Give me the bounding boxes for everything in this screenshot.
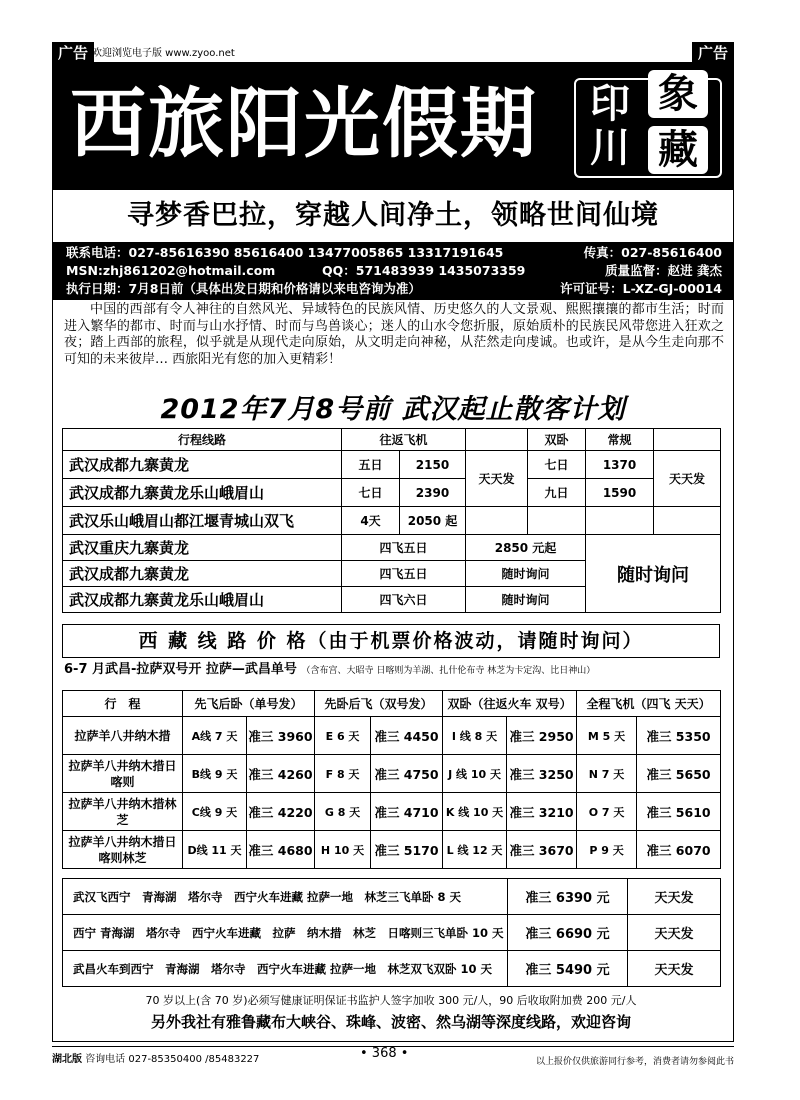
tibet-section-title: 西 藏 线 路 价 格（由于机票价格波动，请随时询问） <box>62 624 720 658</box>
page-number: • 368 • <box>360 1046 409 1061</box>
table-row: 武汉成都九寨黄龙乐山峨眉山 七日 2390 九日 1590 <box>63 479 721 507</box>
logo-char: 印 <box>590 81 630 127</box>
table-row: 武汉乐山峨眉山都江堰青城山双飞 4天 2050 起 <box>63 507 721 535</box>
header-route: 行程线路 <box>63 429 342 451</box>
license-number: 许可证号：L-XZ-GJ-00014 <box>560 281 722 296</box>
table-row: 武汉成都九寨黄龙 四飞五日 随时询问 <box>63 561 721 587</box>
header-regular: 常规 <box>586 429 654 451</box>
contact-qq: QQ：571483939 1435073359 <box>322 263 526 278</box>
deep-route-note: 另外我社有雅鲁藏布大峡谷、珠峰、波密、然乌湖等深度线路，欢迎咨询 <box>150 1013 631 1031</box>
table-row: 武汉成都九寨黄龙 五日 2150 天天发 七日 1370 天天发 <box>63 451 721 479</box>
tibet-subtitle: 6-7 月武昌-拉萨双号开 拉萨—武昌单号 （含布宫、大昭寺 日喀则为羊湖、扎什伦布寺 林芝为卡定沟、比日神山） <box>64 662 596 677</box>
sleeper-frequency: 天天发 <box>654 451 721 507</box>
table-row: 武汉重庆九寨黄龙 四飞五日 2850 元起 随时询问 <box>63 535 721 561</box>
contact-fax: 传真：027-85616400 <box>583 245 722 260</box>
table-row: 西宁 青海湖 塔尔寺 西宁火车进藏 拉萨 纳木措 林芝 日喀则三飞单卧 10 天 准三 6690 元 天天发 <box>63 915 721 951</box>
table-row: 拉萨羊八井纳木措林芝 C线 9 天 准三 4220 G 8 天 准三 4710 K 线 10 天 准三 3210 O 7 天 准三 5610 <box>63 793 721 831</box>
table-row: 武汉飞西宁 青海湖 塔尔寺 西宁火车进藏 拉萨一地 林芝三飞单卧 8 天 准三 6390 元 天天发 <box>63 879 721 915</box>
logo-char: 藏 <box>648 126 708 174</box>
site-text: 欢迎浏览电子版 www.zyoo.net <box>92 48 235 59</box>
slogan: 寻梦香巴拉，穿越人间净土，领略世间仙境 <box>127 200 659 231</box>
ad-badge-left: 广告 <box>52 42 94 64</box>
logo-char: 象 <box>648 70 708 118</box>
wuhan-route-table <box>62 428 721 613</box>
header-flight: 往返飞机 <box>342 429 466 451</box>
intro-paragraph: 中国的西部有令人神往的自然风光、异域特色的民族风情、历史悠久的人文景观、熙熙攘攘的都市生活；时而进入繁华的都市、时而与山水抒情、时而与鸟兽谈心；迷人的山水令您折服，原始质朴的民族民风带您进入狂欢之夜；踏上西部的旅程，似乎就是从现代走向原始，从文明走向神秘，从茫然走向虔诚。也或许，是从今生走向那不可知的未来彼岸… 西旅阳光有您的加入更精彩！ <box>64 302 724 367</box>
table-row: 武汉成都九寨黄龙乐山峨眉山 四飞六日 随时询问 <box>63 587 721 613</box>
table-header-row: 行 程 先飞后卧（单号发） 先卧后飞（双号发） 双卧（往返火车 双号） 全程飞机（四飞 天天） <box>63 691 721 717</box>
logo-stamp <box>574 70 720 180</box>
table-row: 拉萨羊八井纳木措日喀则 B线 9 天 准三 4260 F 8 天 准三 4750 J 线 10 天 准三 3250 N 7 天 准三 5650 <box>63 755 721 793</box>
table-header-row <box>63 429 721 451</box>
header-sleeper: 双卧 <box>528 429 586 451</box>
logo-char: 川 <box>590 125 630 171</box>
ad-badge-right: 广告 <box>692 42 734 64</box>
plan-title: 2012年7月8号前 武汉起止散客计划 <box>160 394 626 425</box>
tibet-note: （含布宫、大昭寺 日喀则为羊湖、扎什伦布寺 林芝为卡定沟、比日神山） <box>301 666 596 676</box>
brand-title: 西旅阳光假期 <box>70 79 538 168</box>
contact-block <box>52 242 734 300</box>
contact-msn: MSN:zhj861202@hotmail.com <box>66 263 276 278</box>
table-row: 拉萨羊八井纳木措 A线 7 天 准三 3960 E 6 天 准三 4450 I 线 8 天 准三 2950 M 5 天 准三 5350 <box>63 717 721 755</box>
header-banner <box>52 62 734 190</box>
inquire-cell: 随时询问 <box>586 535 721 613</box>
exec-date: 执行日期：7月8日前（具体出发日期和价格请以来电咨询为准） <box>66 281 421 296</box>
tibet-price-table <box>62 690 721 869</box>
contact-phone: 联系电话：027-85616390 85616400 13477005865 13317191645 <box>66 245 504 260</box>
footer-left <box>52 1050 259 1065</box>
flight-frequency: 天天发 <box>466 451 528 507</box>
extra-route-table <box>62 878 721 987</box>
edition-label: 湖北版 <box>52 1054 82 1065</box>
footer-phone: 咨询电话 027-85350400 /85483227 <box>85 1054 260 1065</box>
table-row: 拉萨羊八井纳木措日喀则林芝 D线 11 天 准三 4680 H 10 天 准三 5170 L 线 12 天 准三 3670 P 9 天 准三 6070 <box>63 831 721 869</box>
age-surcharge-note: 70 岁以上(含 70 岁)必须写健康证明保证书监护人签字加收 300 元/人，90 后收取附加费 200 元/人 <box>145 994 637 1007</box>
footer-disclaimer: 以上报价仅供旅游同行参考，消费者请勿参阅此书 <box>535 1057 734 1067</box>
quality-supervisor: 质量监督：赵进 龚杰 <box>605 263 722 278</box>
table-row: 武昌火车到西宁 青海湖 塔尔寺 西宁火车进藏 拉萨一地 林芝双飞双卧 10 天 准三 5490 元 天天发 <box>63 951 721 987</box>
